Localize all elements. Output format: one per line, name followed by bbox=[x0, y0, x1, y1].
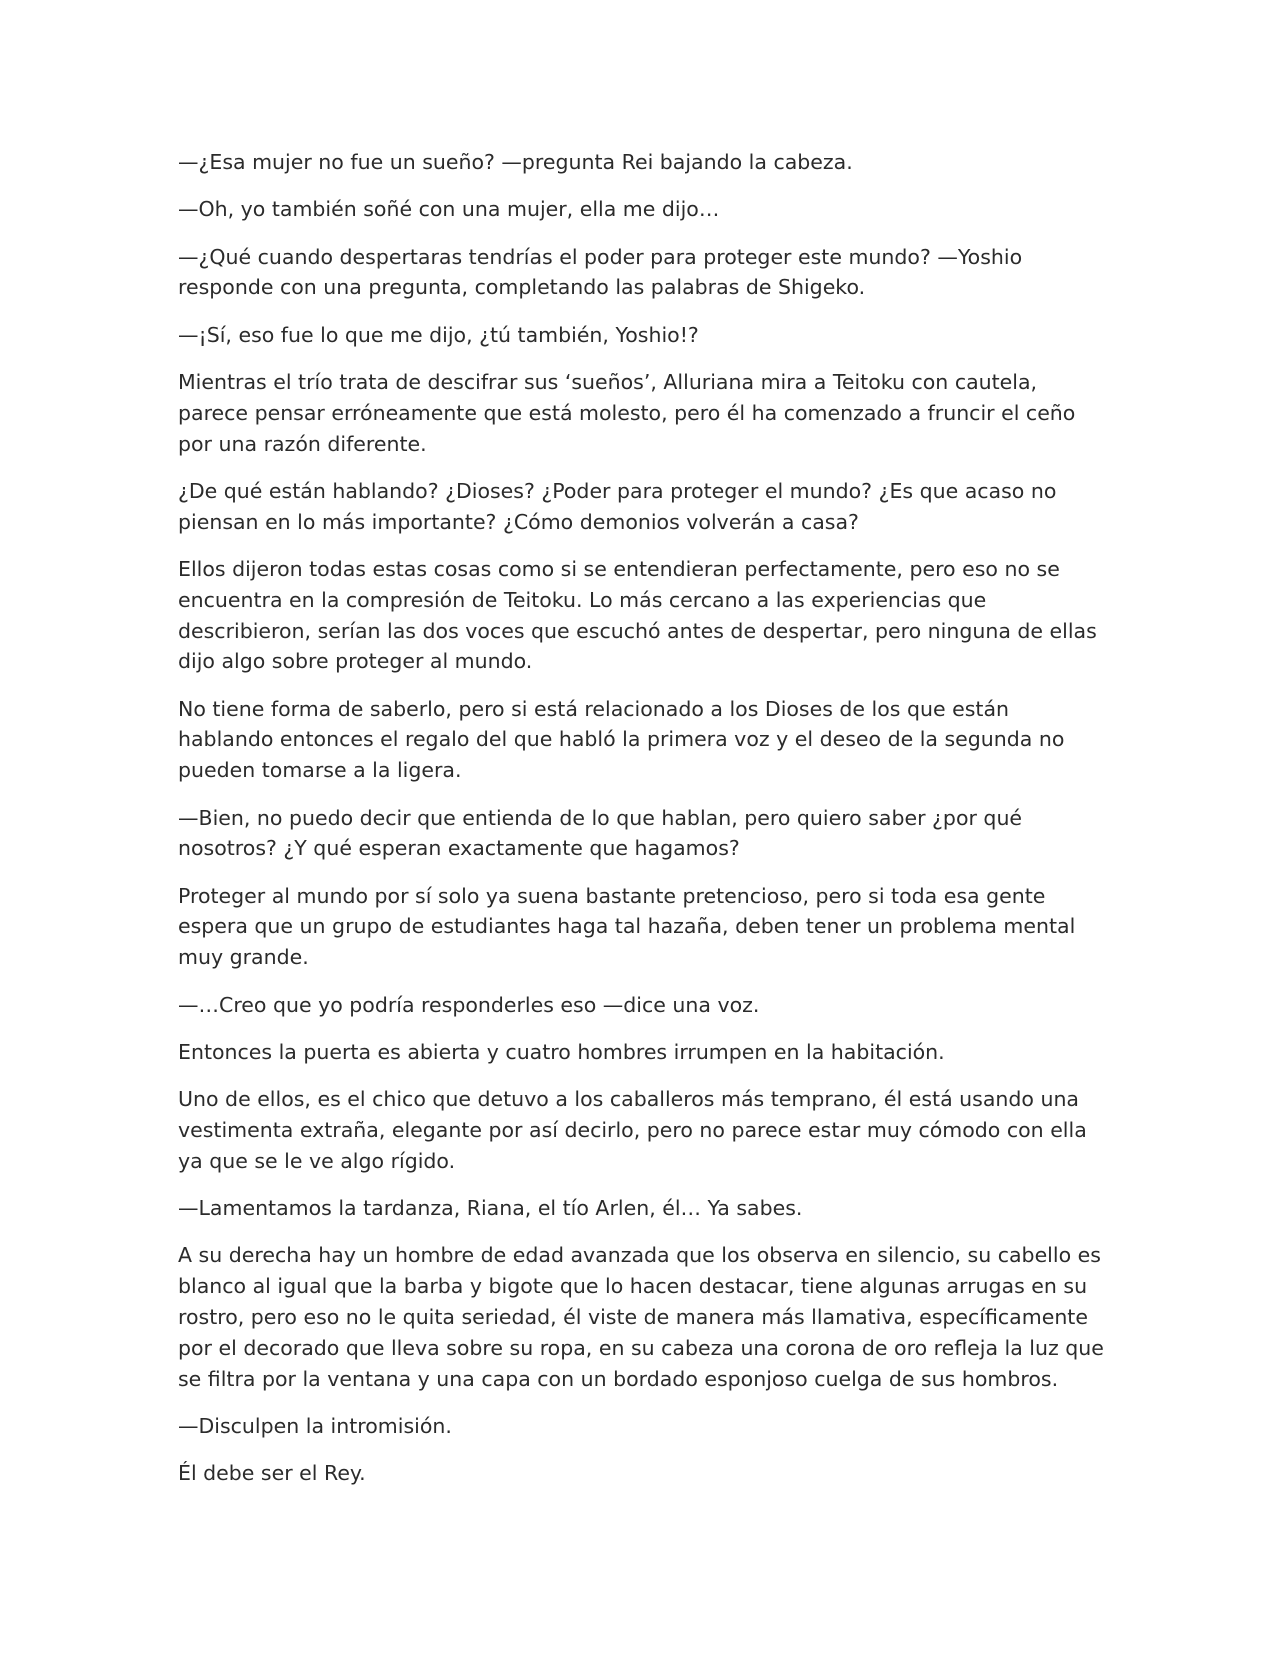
paragraph: Él debe ser el Rey. bbox=[178, 1461, 366, 1486]
paragraph: —Lamentamos la tardanza, Riana, el tío Arlen, él… Ya sabes. bbox=[178, 1196, 803, 1221]
document-body bbox=[178, 147, 1108, 1505]
paragraph: Entonces la puerta es abierta y cuatro hombres irrumpen en la habitación. bbox=[178, 1039, 945, 1064]
paragraph: —¿Esa mujer no fue un sueño? —pregunta Rei bajando la cabeza. bbox=[178, 150, 853, 174]
paragraph: No tiene forma de saberlo, pero si está relacionado a los Dioses de los que están hablando entonces el regalo del que habló la primera voz y el deseo de la segunda no pueden tomarse a la ligera. bbox=[178, 696, 1065, 783]
paragraph: —Oh, yo también soñé con una mujer, ella me dijo… bbox=[178, 197, 720, 222]
paragraph: ¿De qué están hablando? ¿Dioses? ¿Poder para proteger el mundo? ¿Es que acaso no piensan en lo más importante? ¿Cómo demonios volverán a casa? bbox=[178, 478, 1057, 534]
paragraph: Uno de ellos, es el chico que detuvo a los caballeros más temprano, él está usando una vestimenta extraña, elegante por así decirlo, pero no parece estar muy cómodo con ella ya que se le ve algo rígido. bbox=[178, 1087, 1087, 1173]
paragraph: —Disculpen la intromisión. bbox=[178, 1413, 452, 1438]
paragraph: —Bien, no puedo decir que entienda de lo que hablan, pero quiero saber ¿por qué nosotros? ¿Y qué esperan exactamente que hagamos? bbox=[178, 805, 1023, 861]
paragraph: —¿Qué cuando despertaras tendrías el poder para proteger este mundo? —Yoshio responde con una pregunta, completando las palabras de Shigeko. bbox=[178, 244, 1023, 300]
paragraph: —¡Sí, eso fue lo que me dijo, ¿tú también, Yoshio!? bbox=[178, 322, 699, 347]
paragraph: —…Creo que yo podría responderles eso —dice una voz. bbox=[178, 992, 760, 1017]
paragraph: Ellos dijeron todas estas cosas como si se entendieran perfectamente, pero eso no se encuentra en la compresión de Teitoku. Lo más cercano a las experiencias que describieron, serían las dos voces que escuchó antes de despertar, pero ninguna de ellas dijo algo sobre proteger al mundo. bbox=[178, 556, 1097, 674]
paragraph: A su derecha hay un hombre de edad avanzada que los observa en silencio, su cabello es blanco al igual que la barba y bigote que lo hacen destacar, tiene algunas arrugas en su rostro, pero eso no le quita seriedad, él viste de manera más llamativa, específicamente por el decorado que lleva sobre su ropa, en su cabeza una corona de oro refleja la luz que se filtra por la ventana y una capa con un bordado esponjoso cuelga de sus hombros. bbox=[178, 1243, 1104, 1391]
paragraph: Mientras el trío trata de descifrar sus ‘sueños’, Alluriana mira a Teitoku con cautela, parece pensar erróneamente que está molesto, pero él ha comenzado a fruncir el ceño por una razón diferente. bbox=[178, 369, 1076, 456]
paragraph: Proteger al mundo por sí solo ya suena bastante pretencioso, pero si toda esa gente espera que un grupo de estudiantes haga tal hazaña, deben tener un problema mental muy grande. bbox=[178, 883, 1076, 970]
